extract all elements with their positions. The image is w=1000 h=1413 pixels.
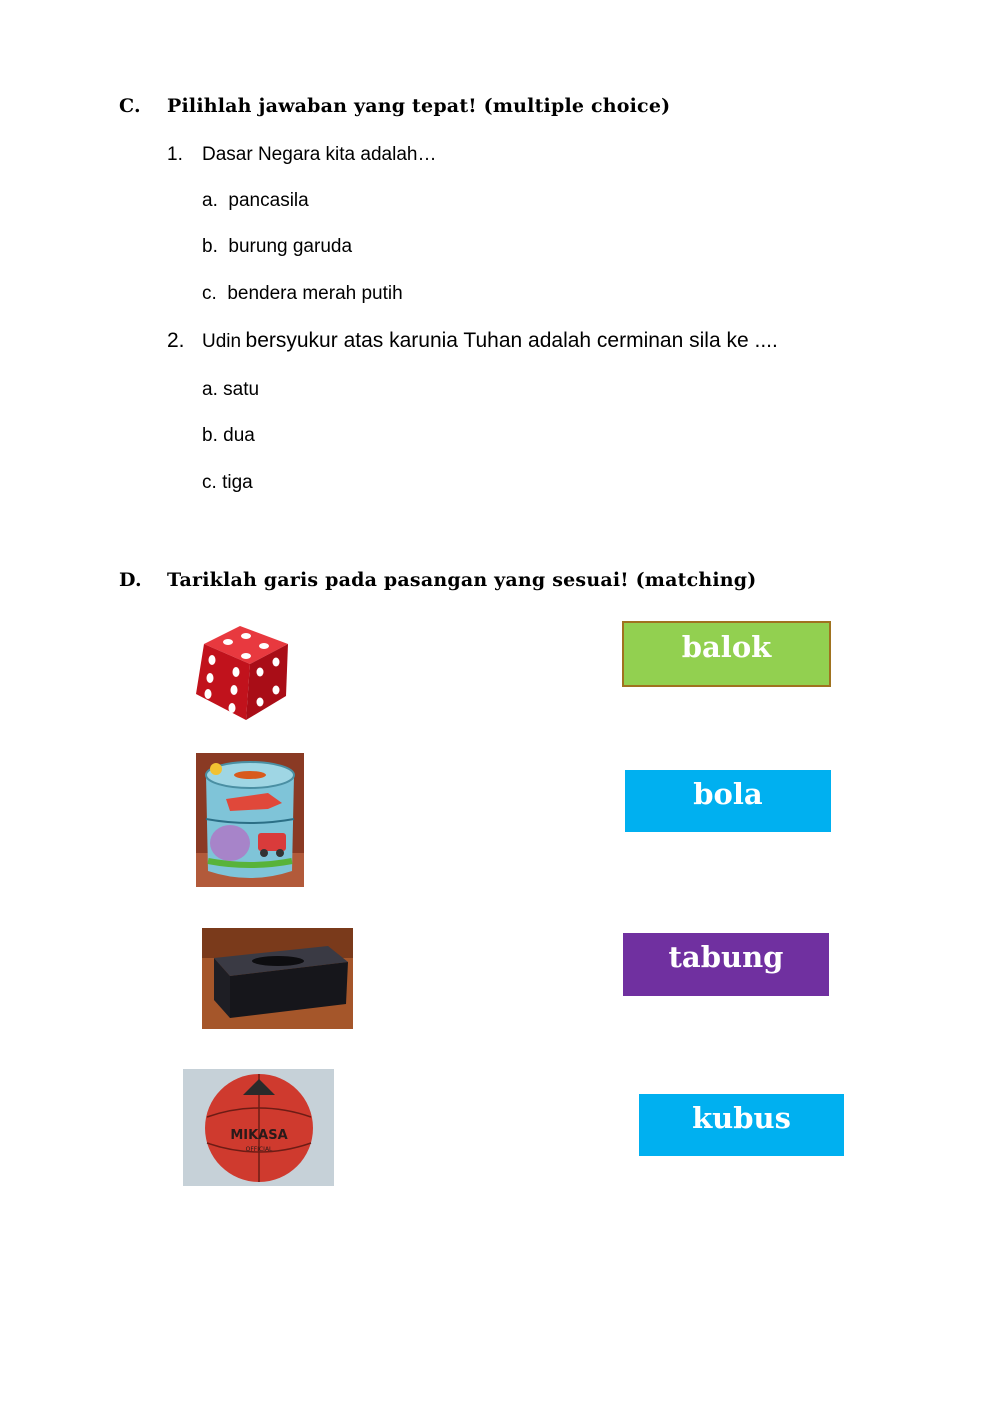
box-opening <box>252 956 304 966</box>
option-letter: c. <box>202 472 217 493</box>
question-2-text <box>202 329 778 353</box>
question-2-body: bersyukur atas karunia Tuhan adalah cerminan sila ke .... <box>245 329 778 352</box>
question-1-option-a[interactable] <box>202 190 309 212</box>
sun-decoration <box>210 763 222 775</box>
question-2-option-b[interactable] <box>202 425 255 447</box>
option-text: bendera merah putih <box>227 283 403 304</box>
car-wheel <box>276 849 284 857</box>
section-c-title: Pilihlah jawaban yang tepat! (multiple choice) <box>167 95 671 117</box>
label-bola-text: bola <box>693 777 763 811</box>
label-balok[interactable] <box>622 621 831 687</box>
label-bola[interactable] <box>625 770 831 832</box>
option-text: burung garuda <box>228 236 353 257</box>
question-1-number: 1. <box>167 144 183 165</box>
option-letter: b. <box>202 236 218 257</box>
section-d-letter: D. <box>119 569 142 591</box>
ball-brand: MIKASA <box>230 1128 288 1143</box>
question-2-number: 2. <box>167 329 185 352</box>
bear-decoration <box>210 825 250 861</box>
label-kubus[interactable] <box>639 1094 844 1156</box>
option-text: satu <box>223 379 260 400</box>
section-d-title: Tariklah garis pada pasangan yang sesuai! (matching) <box>167 569 757 591</box>
red-dice-icon[interactable] <box>190 622 294 722</box>
option-letter: a. <box>202 379 218 400</box>
painted-can-icon[interactable] <box>196 753 304 887</box>
question-2-option-c[interactable] <box>202 472 253 494</box>
question-2-subject: Udin <box>202 331 242 352</box>
label-tabung[interactable] <box>623 933 829 996</box>
option-letter: c. <box>202 283 217 304</box>
car-decoration <box>258 833 286 851</box>
option-text: tiga <box>222 472 253 493</box>
coin-slot <box>234 771 266 779</box>
section-c-letter: C. <box>119 95 141 117</box>
option-letter: b. <box>202 425 218 446</box>
label-balok-text: balok <box>681 630 772 664</box>
basketball-icon[interactable] <box>183 1069 334 1186</box>
label-kubus-text: kubus <box>692 1101 791 1135</box>
option-text: pancasila <box>228 190 309 211</box>
label-tabung-text: tabung <box>668 940 784 974</box>
option-letter: a. <box>202 190 218 211</box>
ball-caption: OFFICIAL <box>245 1146 273 1153</box>
question-1-text: Dasar Negara kita adalah… <box>202 144 437 165</box>
question-2-option-a[interactable] <box>202 379 259 401</box>
car-wheel <box>260 849 268 857</box>
question-1-option-b[interactable] <box>202 236 352 258</box>
question-1-option-c[interactable] <box>202 283 403 305</box>
tissue-box-icon[interactable] <box>202 928 353 1029</box>
option-text: dua <box>223 425 255 446</box>
